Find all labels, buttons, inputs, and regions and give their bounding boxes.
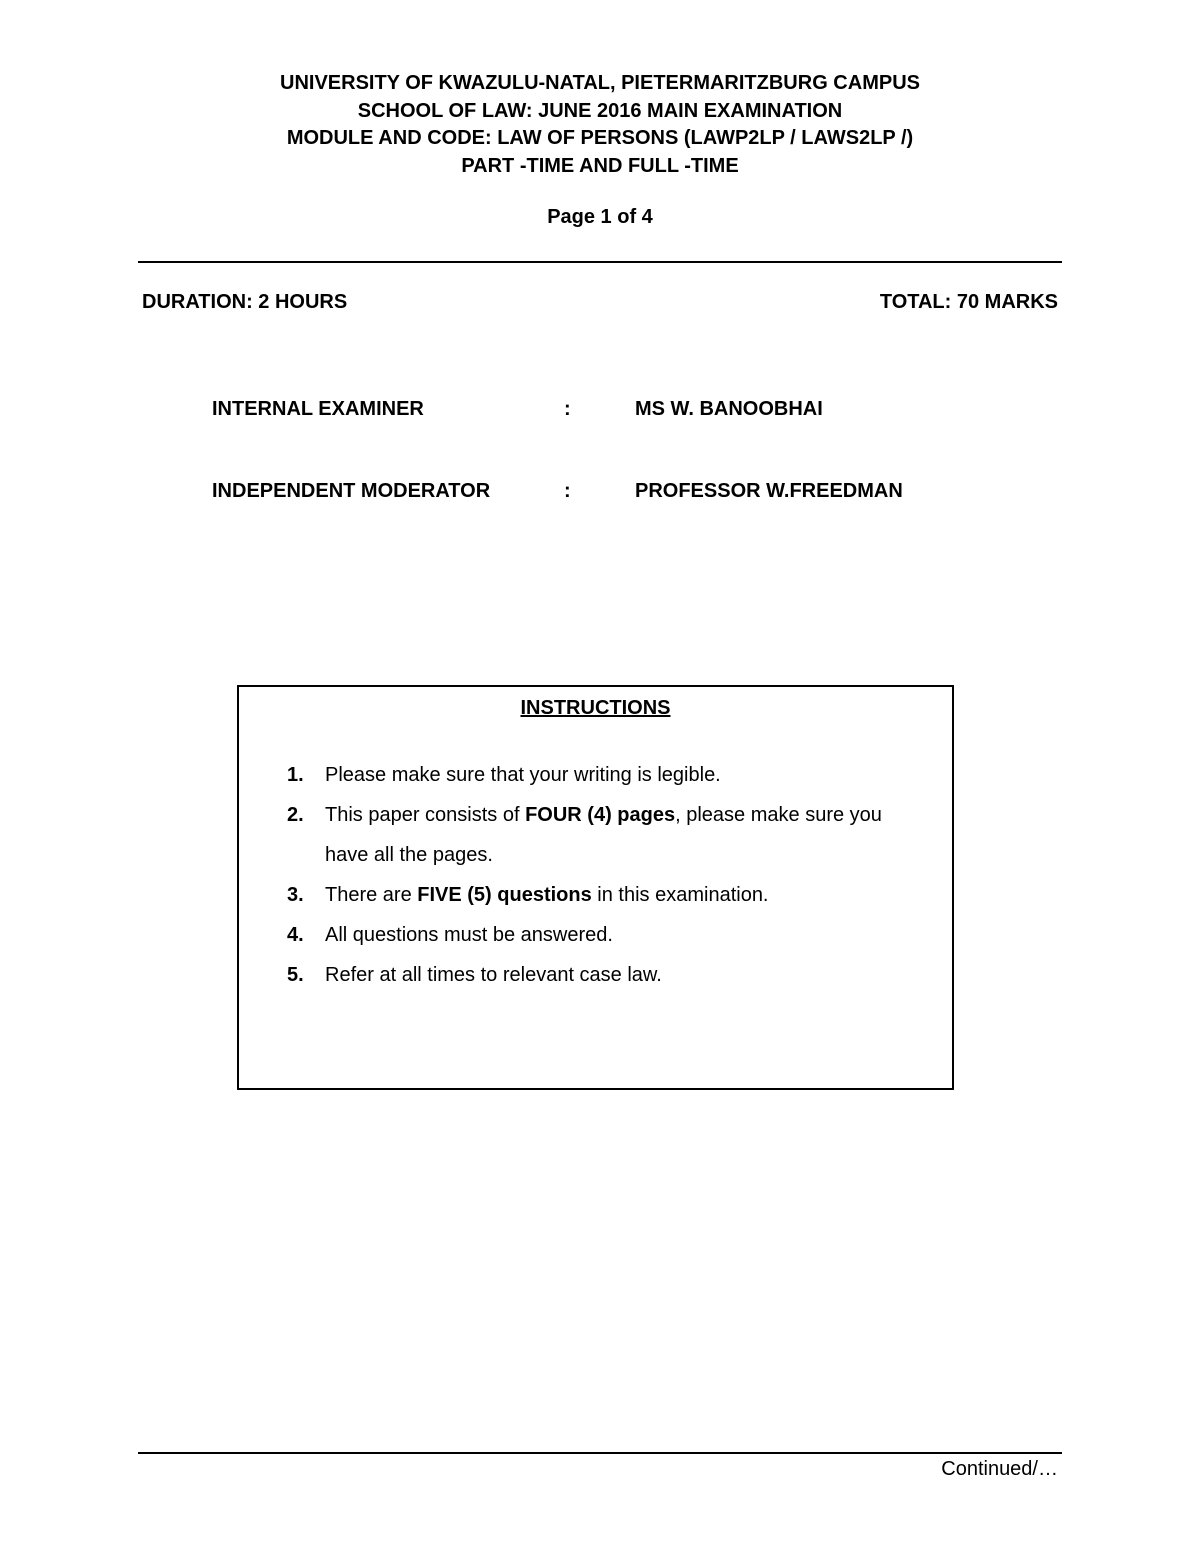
internal-examiner-label: INTERNAL EXAMINER (212, 398, 424, 420)
bottom-divider (138, 1452, 1062, 1454)
module-code: MODULE AND CODE: LAW OF PERSONS (LAWP2LP / LAWS2LP /) (286, 127, 914, 149)
instruction-text: This paper consists of (325, 804, 526, 826)
moderator-row (212, 480, 1012, 508)
instruction-text-tail: in this examination. (591, 884, 769, 906)
internal-examiner-name: MS W. BANOOBHAI (635, 398, 823, 420)
moderator-label: INDEPENDENT MODERATOR (212, 480, 491, 502)
moderator-name: PROFESSOR W.FREEDMAN (635, 480, 903, 502)
university-title: UNIVERSITY OF KWAZULU-NATAL, PIETERMARITZBURG CAMPUS (280, 72, 920, 94)
instructions-box (237, 685, 954, 1090)
instructions-list (287, 755, 927, 995)
instruction-emphasis: FOUR (4) pages (525, 804, 676, 826)
instructions-title: INSTRUCTIONS (520, 697, 671, 719)
instruction-emphasis: FIVE (5) questions (417, 884, 592, 906)
instruction-text: There are (325, 884, 418, 906)
instruction-item (287, 955, 927, 995)
moderator-colon: : (564, 480, 571, 502)
instruction-number: 1. (287, 764, 304, 786)
study-mode: PART -TIME AND FULL -TIME (461, 154, 739, 177)
instruction-text: Please make sure that your writing is legible. (325, 764, 721, 786)
instruction-text-tail: , please make sure you have all the pages. (325, 804, 882, 866)
instruction-item (287, 755, 927, 795)
instruction-item (287, 875, 927, 915)
instruction-item (287, 795, 927, 875)
school-exam-title: SCHOOL OF LAW: JUNE 2016 MAIN EXAMINATION (357, 99, 843, 122)
total-marks: TOTAL: 70 MARKS (879, 291, 1058, 313)
continued-footer: Continued/… (941, 1458, 1058, 1480)
top-divider (138, 261, 1062, 263)
internal-examiner-row (212, 398, 1012, 426)
internal-examiner-colon: : (564, 398, 571, 420)
instruction-item (287, 915, 927, 955)
instruction-number: 3. (287, 884, 304, 906)
duration: DURATION: 2 HOURS (142, 291, 348, 313)
instruction-text: Refer at all times to relevant case law. (325, 964, 662, 986)
instruction-text: All questions must be answered. (325, 924, 613, 946)
instruction-number: 5. (287, 964, 304, 986)
page-number: Page 1 of 4 (547, 206, 653, 228)
instruction-number: 2. (287, 804, 304, 826)
exam-header (0, 70, 1200, 180)
instruction-number: 4. (287, 924, 304, 946)
